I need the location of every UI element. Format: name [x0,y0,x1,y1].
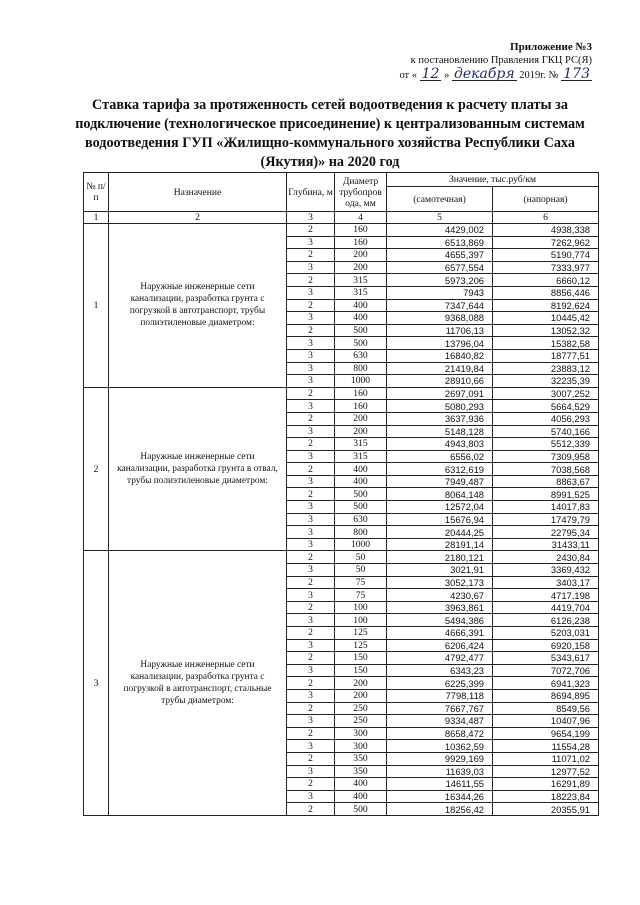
pressure-value-cell: 4717,198 [493,589,599,602]
diameter-cell: 125 [335,639,387,652]
diameter-cell: 250 [335,702,387,715]
header-depth: Глубина, м [287,173,335,212]
pressure-value-cell: 9654,199 [493,727,599,740]
diameter-cell: 500 [335,803,387,816]
pressure-value-cell: 23883,12 [493,362,599,375]
depth-cell: 2 [287,299,335,312]
gravity-value-cell: 9368,088 [387,312,493,325]
diameter-cell: 400 [335,475,387,488]
diameter-cell: 500 [335,337,387,350]
gravity-value-cell: 20444,25 [387,526,493,539]
depth-cell: 3 [287,501,335,514]
diameter-cell: 630 [335,349,387,362]
depth-cell: 2 [287,438,335,451]
depth-cell: 2 [287,412,335,425]
gravity-value-cell: 2180,121 [387,551,493,564]
gravity-value-cell: 10362,59 [387,740,493,753]
pressure-value-cell: 32235,39 [493,375,599,388]
pressure-value-cell: 18223,84 [493,790,599,803]
tariff-table [83,172,599,816]
group-number: 1 [84,224,109,388]
gravity-value-cell: 9929,169 [387,752,493,765]
table-row [84,224,599,237]
col-number: 5 [387,212,493,224]
header-diameter: Диаметр трубопров ода, мм [335,173,387,212]
pressure-value-cell: 10445,42 [493,312,599,325]
gravity-value-cell: 7347,644 [387,299,493,312]
gravity-value-cell: 14611,55 [387,778,493,791]
gravity-value-cell: 4230,67 [387,589,493,602]
depth-cell: 2 [287,677,335,690]
pressure-value-cell: 20355,91 [493,803,599,816]
depth-cell: 3 [287,312,335,325]
pressure-value-cell: 8856,446 [493,286,599,299]
diameter-cell: 75 [335,576,387,589]
diameter-cell: 100 [335,614,387,627]
gravity-value-cell: 6577,554 [387,261,493,274]
diameter-cell: 75 [335,589,387,602]
diameter-cell: 315 [335,438,387,451]
depth-cell: 2 [287,752,335,765]
diameter-cell: 200 [335,677,387,690]
col-number: 2 [109,212,287,224]
pressure-value-cell: 5203,031 [493,627,599,640]
diameter-cell: 800 [335,526,387,539]
depth-cell: 2 [287,576,335,589]
gravity-value-cell: 6513,869 [387,236,493,249]
group-description: Наружные инженерные сети канализации, разработка грунта с погрузкой в автотранспорт, трубы полиэтиленовые диаметром: [109,224,287,388]
pressure-value-cell: 7262,962 [493,236,599,249]
document-title: Ставка тарифа за протяженность сетей водоотведения к расчету платы за подключение (технологическое присоединение) к централизованным системам водоотведения ГУП «Жилищно-коммунального хозяйства Республики Саха (Якутия)» на 2020 год [75,97,585,170]
pressure-value-cell: 17479,79 [493,513,599,526]
diameter-cell: 200 [335,249,387,262]
depth-cell: 3 [287,715,335,728]
gravity-value-cell: 11639,03 [387,765,493,778]
gravity-value-cell: 3052,173 [387,576,493,589]
diameter-cell: 300 [335,740,387,753]
pressure-value-cell: 11071,02 [493,752,599,765]
depth-cell: 2 [287,702,335,715]
depth-cell: 2 [287,274,335,287]
diameter-cell: 125 [335,627,387,640]
pressure-value-cell: 8694,895 [493,689,599,702]
diameter-cell: 1000 [335,375,387,388]
diameter-cell: 400 [335,778,387,791]
pressure-value-cell: 2430,84 [493,551,599,564]
date-prefix: от « [399,70,418,81]
gravity-value-cell: 4429,002 [387,224,493,237]
diameter-cell: 350 [335,752,387,765]
gravity-value-cell: 18256,42 [387,803,493,816]
pressure-value-cell: 4056,293 [493,412,599,425]
diameter-cell: 160 [335,400,387,413]
table-body [84,224,599,816]
pressure-value-cell: 4419,704 [493,601,599,614]
gravity-value-cell: 4655,397 [387,249,493,262]
col-number: 4 [335,212,387,224]
diameter-cell: 315 [335,274,387,287]
gravity-value-cell: 3963,861 [387,601,493,614]
depth-cell: 3 [287,538,335,551]
pressure-value-cell: 7038,568 [493,463,599,476]
depth-cell: 3 [287,375,335,388]
diameter-cell: 200 [335,412,387,425]
gravity-value-cell: 6206,424 [387,639,493,652]
group-description: Наружные инженерные сети канализации, разработка грунта в отвал, трубы полиэтиленовые диаметром: [109,387,287,551]
pressure-value-cell: 8863,67 [493,475,599,488]
appendix-resolution: к постановлению Правления ГКЦ РС(Я) [410,55,592,66]
date-month: декабря [453,66,515,82]
gravity-value-cell: 2697,091 [387,387,493,400]
depth-cell: 2 [287,778,335,791]
pressure-value-cell: 14017,83 [493,501,599,514]
diameter-cell: 200 [335,261,387,274]
gravity-value-cell: 3637,936 [387,412,493,425]
depth-cell: 3 [287,362,335,375]
depth-cell: 3 [287,740,335,753]
pressure-value-cell: 7072,706 [493,664,599,677]
pressure-value-cell: 7309,958 [493,450,599,463]
table-row [84,387,599,400]
pressure-value-cell: 3369,432 [493,564,599,577]
pressure-value-cell: 10407,96 [493,715,599,728]
depth-cell: 3 [287,790,335,803]
depth-cell: 3 [287,261,335,274]
diameter-cell: 500 [335,488,387,501]
gravity-value-cell: 6225,399 [387,677,493,690]
pressure-value-cell: 18777,51 [493,349,599,362]
depth-cell: 3 [287,475,335,488]
diameter-cell: 160 [335,387,387,400]
gravity-value-cell: 5080,293 [387,400,493,413]
appendix-number: Приложение №3 [510,41,592,53]
diameter-cell: 150 [335,652,387,665]
pressure-value-cell: 3403,17 [493,576,599,589]
depth-cell: 3 [287,400,335,413]
gravity-value-cell: 11706,13 [387,324,493,337]
gravity-value-cell: 16840,82 [387,349,493,362]
depth-cell: 3 [287,425,335,438]
pressure-value-cell: 6660,12 [493,274,599,287]
diameter-cell: 400 [335,312,387,325]
date-mid: » [444,70,450,81]
depth-cell: 2 [287,488,335,501]
gravity-value-cell: 5973,206 [387,274,493,287]
pressure-value-cell: 8192,624 [493,299,599,312]
depth-cell: 2 [287,601,335,614]
diameter-cell: 200 [335,425,387,438]
pressure-value-cell: 6941,323 [493,677,599,690]
gravity-value-cell: 13796,04 [387,337,493,350]
gravity-value-cell: 5494,386 [387,614,493,627]
gravity-value-cell: 8658,472 [387,727,493,740]
diameter-cell: 160 [335,236,387,249]
depth-cell: 3 [287,286,335,299]
diameter-cell: 350 [335,765,387,778]
depth-cell: 3 [287,614,335,627]
pressure-value-cell: 15382,58 [493,337,599,350]
diameter-cell: 500 [335,501,387,514]
depth-cell: 3 [287,450,335,463]
pressure-value-cell: 3007,252 [493,387,599,400]
pressure-value-cell: 11554,28 [493,740,599,753]
diameter-cell: 150 [335,664,387,677]
depth-cell: 3 [287,513,335,526]
depth-cell: 3 [287,589,335,602]
depth-cell: 2 [287,324,335,337]
diameter-cell: 50 [335,551,387,564]
pressure-value-cell: 5740,166 [493,425,599,438]
pressure-value-cell: 7333,977 [493,261,599,274]
depth-cell: 3 [287,349,335,362]
depth-cell: 3 [287,639,335,652]
pressure-value-cell: 5664,529 [493,400,599,413]
diameter-cell: 315 [335,286,387,299]
pressure-value-cell: 22795,34 [493,526,599,539]
col-number: 1 [84,212,109,224]
gravity-value-cell: 4666,391 [387,627,493,640]
date-year: 2019г. № [519,70,559,81]
pressure-value-cell: 8549,56 [493,702,599,715]
diameter-cell: 630 [335,513,387,526]
depth-cell: 2 [287,803,335,816]
depth-cell: 2 [287,463,335,476]
pressure-value-cell: 5343,617 [493,652,599,665]
gravity-value-cell: 12572,04 [387,501,493,514]
depth-cell: 2 [287,627,335,640]
diameter-cell: 250 [335,715,387,728]
pressure-value-cell: 6126,238 [493,614,599,627]
table-row [84,551,599,564]
depth-cell: 3 [287,337,335,350]
depth-cell: 2 [287,652,335,665]
gravity-value-cell: 28191,14 [387,538,493,551]
gravity-value-cell: 6556,02 [387,450,493,463]
depth-cell: 3 [287,236,335,249]
gravity-value-cell: 9334,487 [387,715,493,728]
header-name: Назначение [109,173,287,212]
gravity-value-cell: 21419,84 [387,362,493,375]
header-gravity: (самотечная) [387,187,493,212]
gravity-value-cell: 6312,619 [387,463,493,476]
pressure-value-cell: 5512,339 [493,438,599,451]
pressure-value-cell: 6920,158 [493,639,599,652]
diameter-cell: 160 [335,224,387,237]
diameter-cell: 500 [335,324,387,337]
depth-cell: 2 [287,727,335,740]
depth-cell: 2 [287,224,335,237]
group-description: Наружные инженерные сети канализации, разработка грунта с погрузкой в автотранспорт, стальные трубы диаметром: [109,551,287,815]
gravity-value-cell: 5148,128 [387,425,493,438]
depth-cell: 3 [287,664,335,677]
depth-cell: 2 [287,249,335,262]
gravity-value-cell: 6343,23 [387,664,493,677]
diameter-cell: 1000 [335,538,387,551]
group-number: 2 [84,387,109,551]
depth-cell: 2 [287,551,335,564]
pressure-value-cell: 31433,11 [493,538,599,551]
pressure-value-cell: 8991,525 [493,488,599,501]
diameter-cell: 100 [335,601,387,614]
appendix-header [399,40,592,83]
gravity-value-cell: 7949,487 [387,475,493,488]
document-number: 173 [563,66,590,82]
group-number: 3 [84,551,109,815]
diameter-cell: 400 [335,790,387,803]
pressure-value-cell: 4938,338 [493,224,599,237]
diameter-cell: 200 [335,689,387,702]
col-number: 3 [287,212,335,224]
gravity-value-cell: 4943,803 [387,438,493,451]
pressure-value-cell: 16291,89 [493,778,599,791]
gravity-value-cell: 7943 [387,286,493,299]
depth-cell: 2 [287,387,335,400]
gravity-value-cell: 7667,767 [387,702,493,715]
diameter-cell: 400 [335,463,387,476]
pressure-value-cell: 12977,52 [493,765,599,778]
header-value: Значение, тыс.руб/км [387,173,599,187]
depth-cell: 3 [287,765,335,778]
date-day: 12 [421,66,440,82]
col-number: 6 [493,212,599,224]
gravity-value-cell: 15676,94 [387,513,493,526]
header-num: № п/п [84,173,109,212]
pressure-value-cell: 13052,32 [493,324,599,337]
gravity-value-cell: 4792,477 [387,652,493,665]
diameter-cell: 800 [335,362,387,375]
header-pressure: (напорная) [493,187,599,212]
gravity-value-cell: 16344,26 [387,790,493,803]
pressure-value-cell: 5190,774 [493,249,599,262]
depth-cell: 3 [287,526,335,539]
gravity-value-cell: 8064,148 [387,488,493,501]
depth-cell: 3 [287,564,335,577]
appendix-date-line [399,68,592,83]
gravity-value-cell: 28910,66 [387,375,493,388]
gravity-value-cell: 3021,91 [387,564,493,577]
depth-cell: 3 [287,689,335,702]
diameter-cell: 400 [335,299,387,312]
diameter-cell: 315 [335,450,387,463]
diameter-cell: 300 [335,727,387,740]
diameter-cell: 50 [335,564,387,577]
table-header [84,173,599,224]
gravity-value-cell: 7798,118 [387,689,493,702]
